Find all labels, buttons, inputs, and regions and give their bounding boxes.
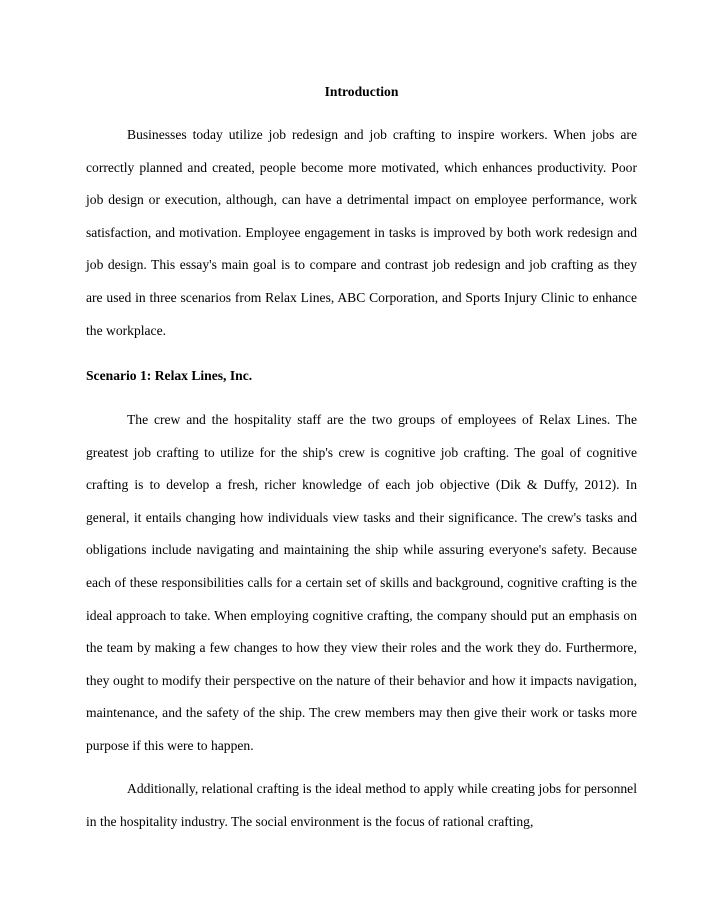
introduction-heading: Introduction — [324, 84, 399, 99]
scenario-1-paragraph-1: The crew and the hospitality staff are the two groups of employees of Relax Lines. The greatest job crafting to utilize for the ship's crew is cognitive job crafting. The goal of cognitive crafting is to develop a fresh, richer knowledge of each job objective (Dik & Duffy, 2012). In general, it entails changing how individuals view tasks and their significance. The crew's tasks and obligations include navigating and maintaining the ship while assuring everyone's safety. Because each of these responsibilities calls for a certain set of skills and background, cognitive crafting is the ideal approach to take. When employing cognitive crafting, the company should put an emphasis on the team by making a few changes to how they view their roles and the work they do. Furthermore, they ought to modify their perspective on the nature of their behavior and how it impacts navigation, maintenance, and the safety of the ship. The crew members may then give their work or tasks more purpose if this were to happen. — [86, 412, 637, 753]
introduction-paragraph: Businesses today utilize job redesign and job crafting to inspire workers. When jobs are correctly planned and created, people become more motivated, which enhances productivity. Poor job design or execution, although, can have a detrimental impact on employee performance, work satisfaction, and motivation. Employee engagement in tasks is improved by both work redesign and job design. This essay's main goal is to compare and contrast job redesign and job crafting as they are used in three scenarios from Relax Lines, ABC Corporation, and Sports Injury Clinic to enhance the workplace. — [86, 127, 637, 338]
scenario-1-heading: Scenario 1: Relax Lines, Inc. — [86, 368, 253, 383]
scenario-1-paragraph-2: Additionally, relational crafting is the ideal method to apply while creating jobs for personnel in the hospitality industry. The social environment is the focus of rational crafting, — [86, 781, 637, 829]
